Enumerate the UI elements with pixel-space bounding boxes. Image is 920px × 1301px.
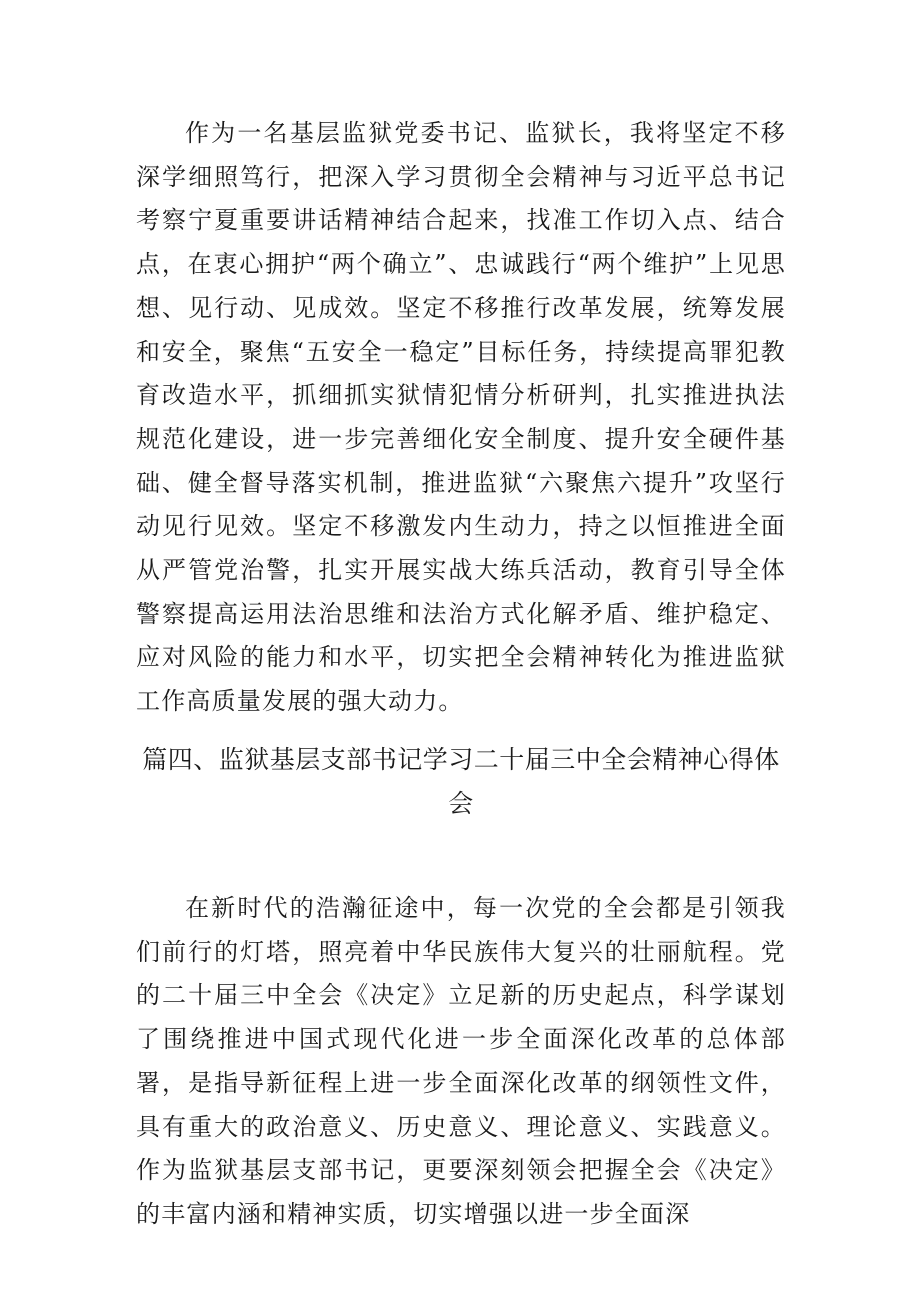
- body-paragraph: 作为一名基层监狱党委书记、监狱长，我将坚定不移深学细照笃行，把深入学习贯彻全会精神与习近平总书记考察宁夏重要讲话精神结合起来，找准工作切入点、结合点，在衷心拥护“两个确立”、忠诚践行“两个维护”上见思想、见行动、见成效。坚定不移推行改革发展，统筹发展和安全，聚焦“五安全一稳定”目标任务，持续提高罪犯教育改造水平，抓细抓实狱情犯情分析研判，扎实推进执法规范化建设，进一步完善细化安全制度、提升安全硬件基础、健全督导落实机制，推进监狱“六聚焦六提升”攻坚行动见行见效。坚定不移激发内生动力，持之以恒推进全面从严管党治警，扎实开展实战大练兵活动，教育引导全体警察提高运用法治思维和法治方式化解矛盾、维护稳定、应对风险的能力和水平，切实把全会精神转化为推进监狱工作高质量发展的强大动力。: [136, 119, 786, 716]
- section-heading: 篇四、监狱基层支部书记学习二十届三中全会精神心得体会: [142, 745, 780, 818]
- body-paragraph: 在新时代的浩瀚征途中，每一次党的全会都是引领我们前行的灯塔，照亮着中华民族伟大复兴的壮丽航程。党的二十届三中全会《决定》立足新的历史起点，科学谋划了围绕推进中国式现代化进一步全面深化改革的总体部署，是指导新征程上进一步全面深化改革的纲领性文件，具有重大的政治意义、历史意义、理论意义、实践意义。作为监狱基层支部书记，更要深刻领会把握全会《决定》的丰富内涵和精神实质，切实增强以进一步全面深: [136, 894, 786, 1228]
